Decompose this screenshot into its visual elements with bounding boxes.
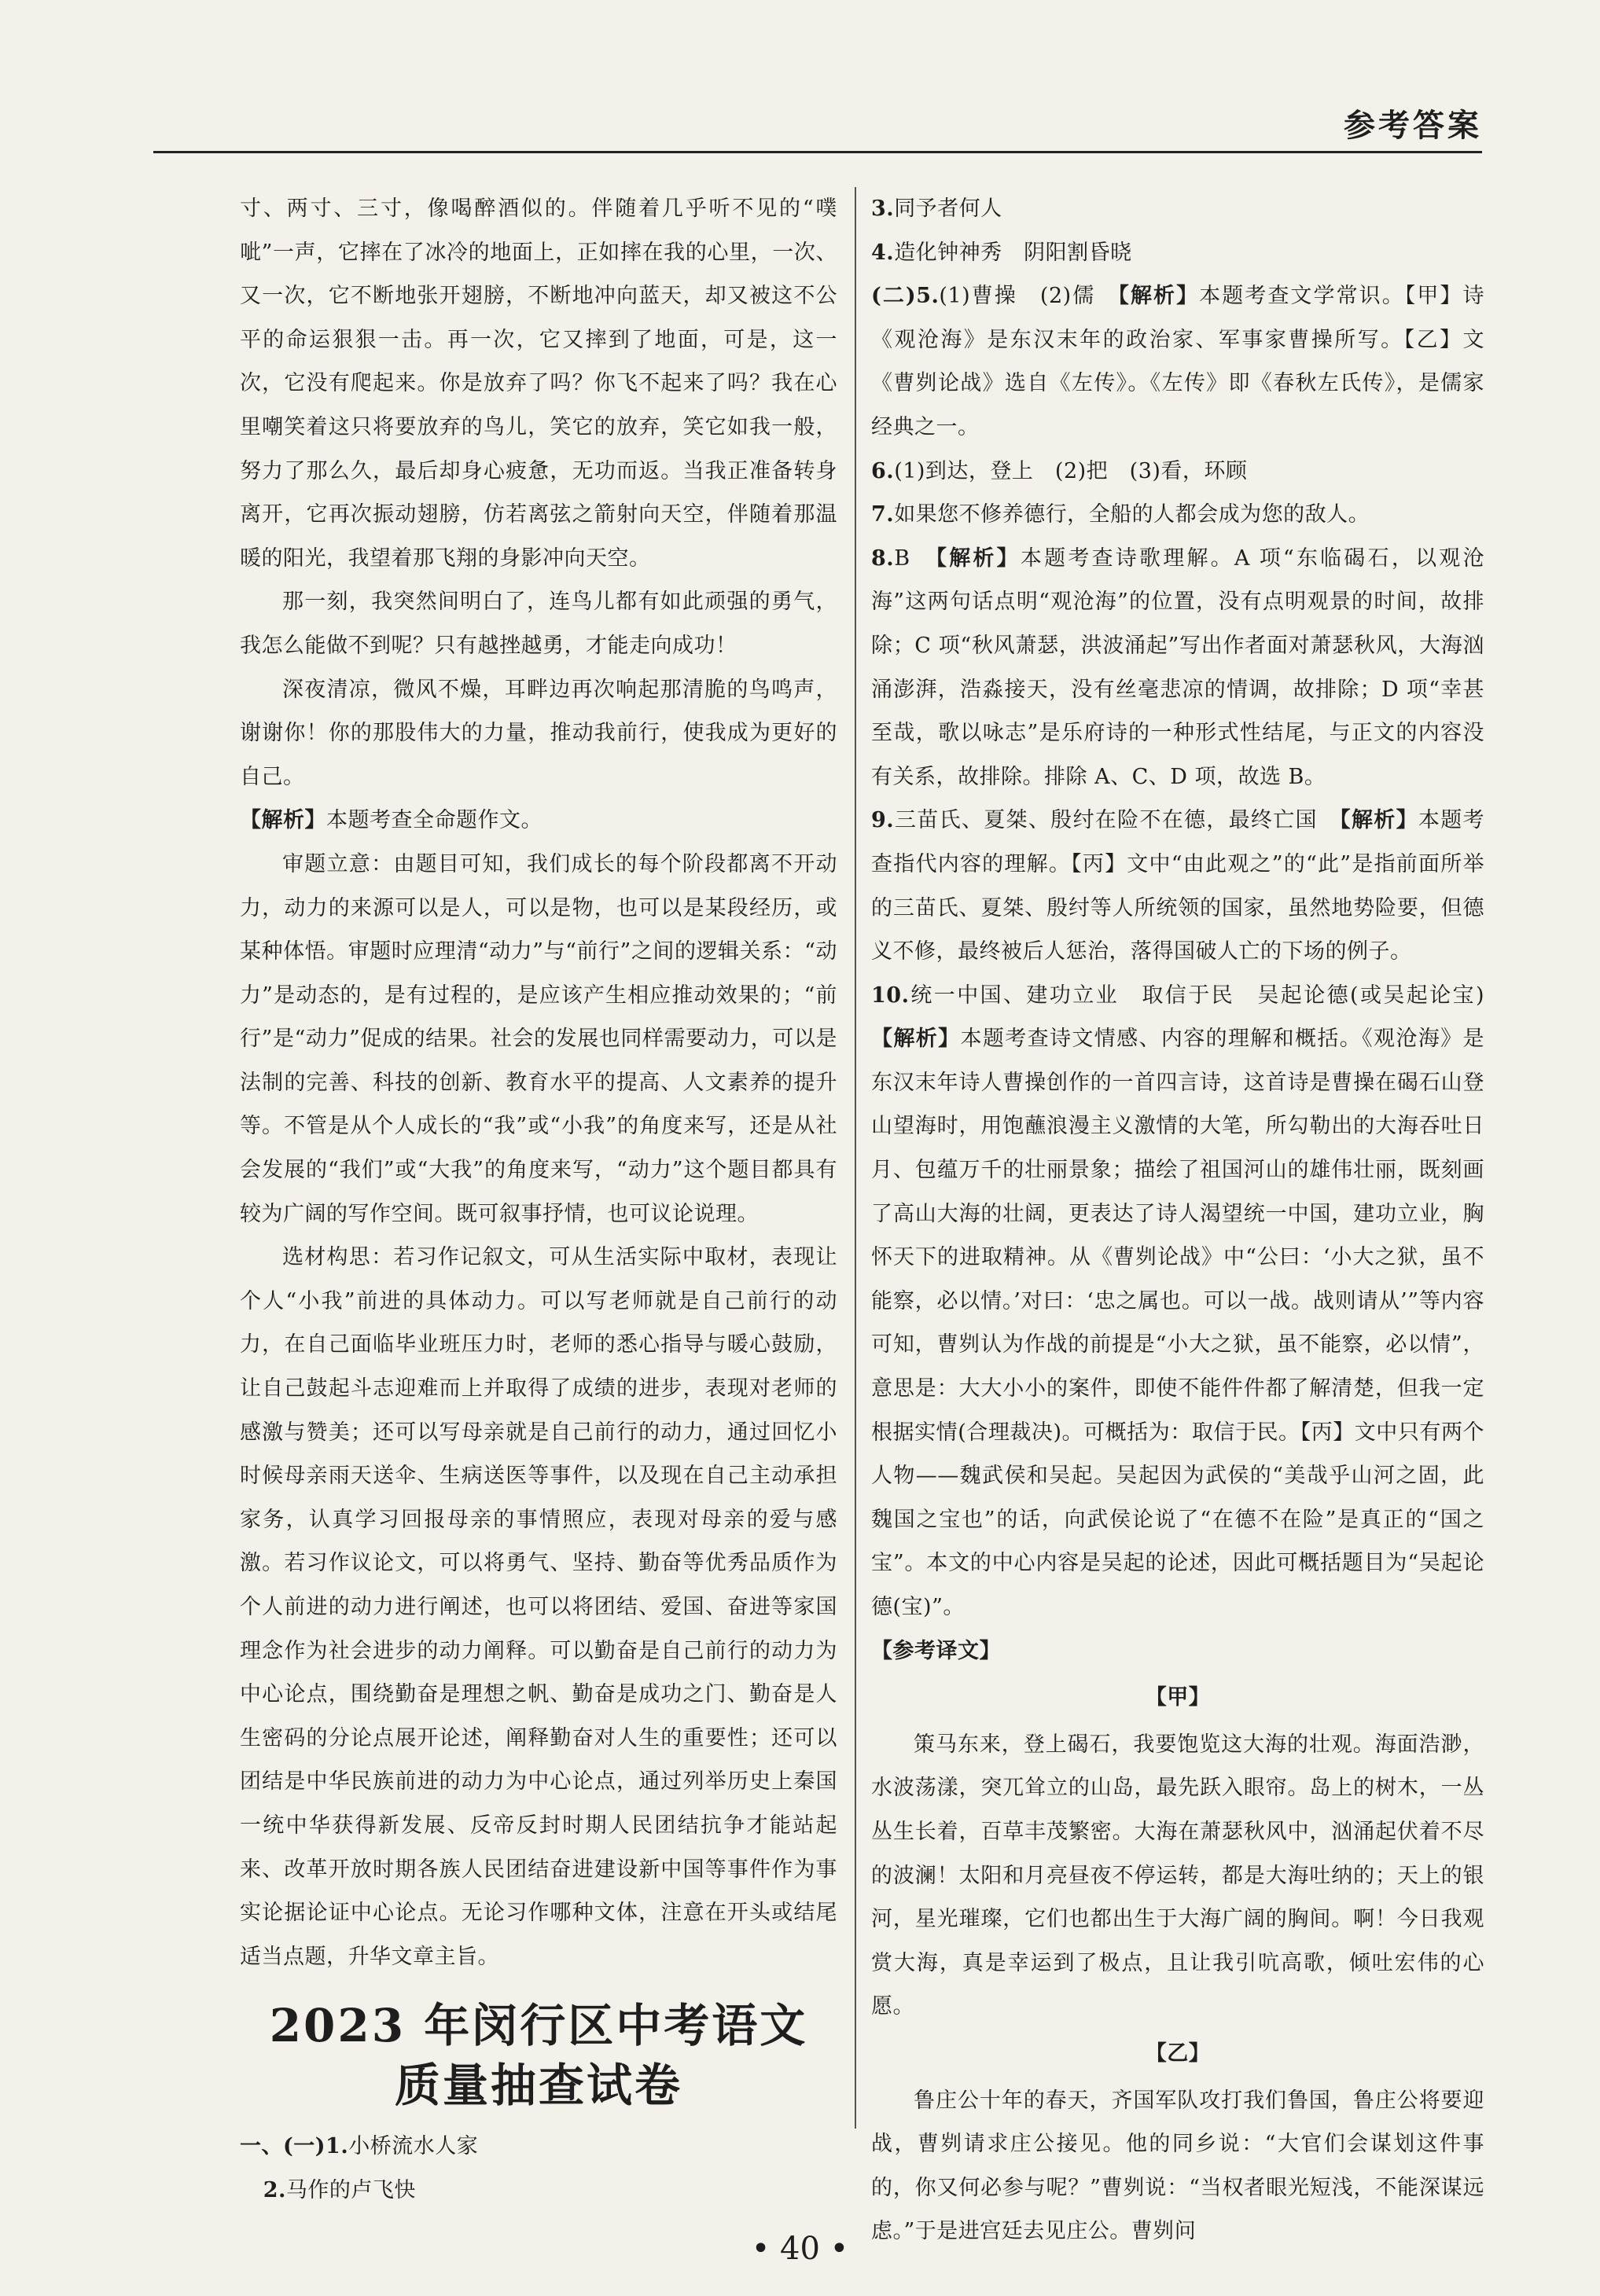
analysis-text: 本题考查诗歌理解。A 项“东临碣石，以观沧海”这两句话点明“观沧海”的位置，没有点明观景的时间，故排除；C 项“秋风萧瑟，洪波涌起”写出作者面对萧瑟秋风，大海汹涌澎湃，浩淼接天，没有丝毫悲凉的情调，故排除；D 项“幸甚至哉，歌以咏志”是乐府诗的一种形式性结尾，与正文的内容没有关系，故排除。排除 A、C、D 项，故选 B。 [871, 546, 1485, 789]
analysis-label: 【解析】 [936, 546, 1021, 571]
answer-number: 2. [263, 2177, 286, 2202]
analysis-paragraph-2: 选材构思：若习作记叙文，可从生活实际中取材，表现让个人“小我”前进的具体动力。可以写老师就是自己前行的动力，在自己面临毕业班压力时，老师的悉心指导与暖心鼓励，让自己鼓起斗志迎难而上并取得了成绩的进步，表现对老师的感激与赞美；还可以写母亲就是自己前行的动力，通过回忆小时候母亲雨天送伞、生病送医等事件，以及现在自己主动承担家务，认真学习回报母亲的事情照应，表现对母亲的爱与感激。若习作议论文，可以将勇气、坚持、勤奋等优秀品质作为个人前进的动力进行阐述，也可以将团结、爱国、奋进等家国理念作为社会进步的动力阐释。可以勤奋是自己前行的动力为中心论点，围绕勤奋是理想之帆、勤奋是成功之门、勤奋是人生密码的分论点展开论述，阐释勤奋对人生的重要性；还可以团结是中华民族前进的动力为中心论点，通过列举历史上秦国一统中华获得新发展、反帝反封时期人民团结抗争才能站起来、改革开放时期各族人民团结奋进建设新中国等事件作为事实论据论证中心论点。无论习作哪种文体，注意在开头或结尾适当点题，升华文章主旨。 [240, 1245, 837, 1969]
answer-item-6 [871, 450, 1484, 494]
answer-item [240, 2125, 837, 2169]
analysis-label: 【解析】 [871, 1027, 961, 1052]
answer-text: 马作的卢飞快 [285, 2177, 416, 2202]
analysis-label: 【解析】 [1340, 808, 1418, 833]
analysis-heading [240, 799, 837, 843]
analysis-label: 【解析】 [240, 808, 326, 833]
analysis-text: 本题考查诗文情感、内容的理解和概括。《观沧海》是东汉末年诗人曹操创作的一首四言诗，这首诗是曹操在碣石山登山望海时，用饱蘸浪漫主义激情的大笔，所勾勒出的大海吞吐日月、包蕴万千的壮丽景象；描绘了祖国河山的雄伟壮丽，既刻画了高山大海的壮阔，更表达了诗人渴望统一中国，建功立业，胸怀天下的进取精神。从《曹刿论战》中“公曰：‘小大之狱，虽不能察，必以情。’对曰：‘忠之属也。可以一战。战则请从’”等内容可知，曹刿认为作战的前提是“小大之狱，虽不能察，必以情”，意思是：大大小小的案件，即使不能件件都了解清楚，但我一定根据实情(合理裁决)。可概括为：取信于民。【丙】文中只有两个人物——魏武侯和吴起。吴起因为武侯的“美哉乎山河之固，此魏国之宝也”的话，向武侯论说了“在德不在险”是真正的“国之宝”。本文的中心内容是吴起的论述，因此可概括题目为“吴起论德(宝)”。 [871, 1027, 1485, 1619]
right-column [871, 187, 1484, 2254]
answer-item-10 [871, 974, 1484, 1629]
column-divider [855, 187, 856, 2129]
answer-item-8 [871, 537, 1484, 799]
answer-text: 小桥流水人家 [348, 2134, 479, 2159]
answer-text: (1)曹操 (2)儒 [939, 284, 1119, 309]
answer-text: 统一中国、建功立业 取信于民 吴起论德(或吴起论宝) [909, 983, 1484, 1008]
answer-number: 9. [871, 808, 895, 833]
answer-item-4 [871, 231, 1484, 275]
answer-number: 一、(一)1. [240, 2134, 349, 2159]
answer-item [240, 2169, 837, 2213]
translation-yi-text: 鲁庄公十年的春天，齐国军队攻打我们鲁国，鲁庄公将要迎战，曹刿请求庄公接见。他的同乡说：“大官们会谋划这件事的，你又何必参与呢？”曹刿说：“当权者眼光短浅，不能深谋远虑。”于是进宫廷去见庄公。曹刿问 [871, 2088, 1484, 2244]
analysis-text: 本题考查文学常识。【甲】诗《观沧海》是东汉末年的政治家、军事家曹操所写。【乙】文《曹刿论战》选自《左传》。《左传》即《春秋左氏传》，是儒家经典之一。 [871, 284, 1484, 439]
essay-paragraph-3: 深夜清凉，微风不燥，耳畔边再次响起那清脆的鸟鸣声，谢谢你！你的那股伟大的力量，推动我前行，使我成为更好的自己。 [240, 677, 837, 789]
answer-text: (1)到达，登上 (2)把 (3)看，环顾 [894, 458, 1248, 483]
exam-title-line-1: 2023 年闵行区中考语文 [269, 1999, 808, 2053]
answer-text: 同予者何人 [894, 197, 1002, 221]
analysis-paragraph-1: 审题立意：由题目可知，我们成长的每个阶段都离不开动力，动力的来源可以是人，可以是物，也可以是某段经历，或某种体悟。审题时应理清“动力”与“前行”之间的逻辑关系：“动力”是动态的，是有过程的，是应该产生相应推动效果的；“前行”是“动力”促成的结果。社会的发展也同样需要动力，可以是法制的完善、科技的创新、教育水平的提高、人文素养的提升等。不管是从个人成长的“我”或“小我”的角度来写，还是从社会发展的“我们”或“大我”的角度来写，“动力”这个题目都具有较为广阔的写作空间。既可叙事抒情，也可议论说理。 [240, 851, 837, 1226]
answer-text: B [894, 546, 936, 571]
essay-paragraph-2: 那一刻，我突然间明白了，连鸟儿都有如此顽强的勇气，我怎么能做不到呢？只有越挫越勇，才能走向成功！ [240, 590, 837, 658]
answer-item-3 [871, 187, 1484, 231]
answer-number: 4. [871, 240, 895, 265]
answer-number: 6. [871, 458, 895, 483]
analysis-text: 本题考查指代内容的理解。【丙】文中“由此观之”的“此”是指前面所举的三苗氏、夏桀、殷纣等人所统领的国家，虽然地势险要，但德义不修，最终被后人惩治，落得国破人亡的下场的例子。 [871, 808, 1485, 964]
essay-paragraph-1: 寸、两寸、三寸，像喝醉酒似的。伴随着几乎听不见的“噗呲”一声，它摔在了冰冷的地面上，正如摔在我的心里，一次、又一次，它不断地张开翅膀，不断地冲向蓝天，却又被这不公平的命运狠狠一击。再一次，它又摔到了地面，可是，这一次，它没有爬起来。你是放弃了吗？你飞不起来了吗？我在心里嘲笑着这只将要放弃的鸟儿，笑它的放弃，笑它如我一般，努力了那么久，最后却身心疲惫，无功而返。当我正准备转身离开，它再次振动翅膀，仿若离弦之箭射向天空，伴随着那温暖的阳光，我望着那飞翔的身影冲向天空。 [240, 197, 837, 571]
answer-item-5 [871, 274, 1484, 449]
answer-text: 造化钟神秀 阴阳割昏晓 [894, 240, 1132, 265]
answer-number: 7. [871, 502, 895, 527]
answer-item-7 [871, 493, 1484, 537]
answer-number: (二)5. [871, 284, 940, 309]
answer-number: 8. [871, 546, 895, 571]
exam-title-line-2: 质量抽查试卷 [394, 2059, 682, 2113]
section-jia-label: 【甲】 [1145, 1685, 1211, 1710]
answer-item-9 [871, 799, 1484, 973]
page-number: • 40 • [751, 2231, 849, 2267]
header-divider [153, 151, 1482, 153]
answer-text: 三苗氏、夏桀、殷纣在险不在德，最终亡国 [894, 808, 1341, 833]
answer-number: 10. [871, 983, 910, 1008]
page-header-title: 参考答案 [1344, 108, 1482, 144]
analysis-label: 【解析】 [1118, 284, 1200, 309]
left-column [240, 187, 837, 2213]
translation-heading: 【参考译文】 [871, 1638, 1001, 1663]
translation-jia-text: 策马东来，登上碣石，我要饱览这大海的壮观。海面浩渺，水波荡漾，突兀耸立的山岛，最先跃入眼帘。岛上的树木，一丛丛生长着，百草丰茂繁密。大海在萧瑟秋风中，汹涌起伏着不尽的波澜！太阳和月亮昼夜不停运转，都是大海吐纳的；天上的银河，星光璀璨，它们也都出生于大海广阔的胸间。啊！今日我观赏大海，真是幸运到了极点，且让我引吭高歌，倾吐宏伟的心愿。 [871, 1732, 1484, 2019]
answer-text: 如果您不修养德行，全船的人都会成为您的敌人。 [894, 502, 1370, 527]
answer-number: 3. [871, 197, 895, 221]
exam-title [240, 1996, 837, 2115]
section-yi-label: 【乙】 [1145, 2041, 1211, 2066]
analysis-text: 本题考查全命题作文。 [326, 808, 543, 833]
